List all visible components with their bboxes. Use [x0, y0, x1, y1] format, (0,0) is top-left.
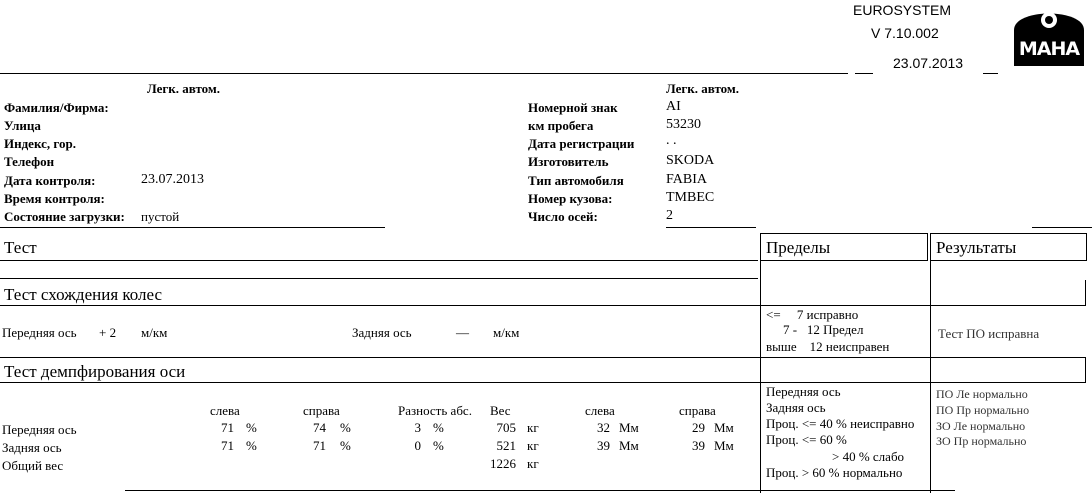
- field-label-axle-count: Число осей:: [528, 209, 598, 224]
- damping-section-title: Тест демпфирования оси: [4, 362, 186, 381]
- alignment-rear-value: —: [456, 325, 469, 340]
- damping-header-right2: справа: [679, 403, 716, 418]
- alignment-limit-1: <= 7 исправно: [766, 307, 859, 322]
- field-label-vehicle-type: Тип автомобиля: [528, 173, 624, 188]
- damping-weight-unit: кг: [527, 438, 539, 453]
- damping-right2-unit: Мм: [714, 438, 734, 453]
- damping-left2-value: 32: [597, 420, 610, 435]
- system-version: V 7.10.002: [871, 25, 939, 41]
- alignment-rear-label: Задняя ось: [352, 325, 412, 340]
- system-name: EUROSYSTEM: [853, 2, 952, 18]
- alignment-result: Тест ПО исправна: [938, 326, 1040, 341]
- damping-diff-unit: %: [433, 420, 444, 435]
- field-label-zip-city: Индекс, гор.: [4, 136, 76, 151]
- header-limits: Пределы: [766, 238, 831, 257]
- damping-limit-normal: Проц. > 60 % нормально: [766, 465, 903, 480]
- damping-header-left2: слева: [585, 403, 615, 418]
- total-weight-value: 1226: [490, 456, 516, 471]
- vehicle-class-right: Легк. автом.: [666, 81, 740, 96]
- damping-right2-value: 29: [692, 420, 705, 435]
- damping-result-front-right: ПО Пр нормально: [936, 403, 1030, 417]
- damping-limit-mid: Проц. <= 60 %: [766, 432, 847, 447]
- damping-header-weight: Вес: [490, 403, 511, 418]
- total-weight-label: Общий вес: [2, 458, 64, 473]
- damping-right2-unit: Мм: [714, 420, 734, 435]
- alignment-rear-unit: м/км: [493, 325, 520, 340]
- damping-right-unit: %: [340, 420, 351, 435]
- field-value-inspection-date: 23.07.2013: [141, 172, 204, 187]
- damping-right-value: 71: [313, 438, 326, 453]
- damping-weight-value: 521: [496, 438, 516, 453]
- field-label-mileage: км пробега: [528, 118, 594, 133]
- damping-limit-fail: Проц. <= 40 % неисправно: [766, 416, 915, 431]
- print-date: 23.07.2013: [893, 55, 964, 71]
- field-value-load-state: пустой: [141, 209, 180, 224]
- damping-left2-unit: Мм: [619, 420, 639, 435]
- damping-header-right: справа: [303, 403, 340, 418]
- damping-right2-value: 39: [692, 438, 705, 453]
- field-value-vehicle-type: FABIA: [666, 172, 707, 187]
- total-weight-unit: кг: [527, 456, 539, 471]
- damping-result-rear-left: ЗО Ле нормально: [936, 419, 1026, 433]
- damping-limit-rear-axle: Задняя ось: [766, 400, 826, 415]
- damping-result-front-left: ПО Ле нормально: [936, 387, 1028, 401]
- field-value-body-number: TMBEC: [666, 190, 715, 205]
- alignment-section-title: Тест схождения колес: [4, 285, 163, 304]
- field-label-plate: Номерной знак: [528, 100, 618, 115]
- field-value-plate: AI: [666, 99, 681, 114]
- field-label-street: Улица: [4, 118, 41, 133]
- alignment-front-value: + 2: [99, 325, 117, 340]
- damping-left2-unit: Мм: [619, 438, 639, 453]
- field-value-registration-date: . .: [666, 133, 677, 148]
- field-label-owner: Фамилия/Фирма:: [4, 100, 109, 115]
- damping-header-left: слева: [210, 403, 240, 418]
- damping-header-diff: Разность абс.: [398, 403, 472, 418]
- field-label-registration-date: Дата регистрации: [528, 136, 635, 151]
- field-label-inspection-time: Время контроля:: [4, 191, 105, 206]
- field-value-axle-count: 2: [666, 208, 673, 223]
- damping-result-rear-right: ЗО Пр нормально: [936, 434, 1027, 448]
- field-label-load-state: Состояние загрузки:: [4, 209, 125, 224]
- damping-left2-value: 39: [597, 438, 610, 453]
- alignment-front-label: Передняя ось: [2, 325, 77, 340]
- alignment-front-unit: м/км: [141, 325, 168, 340]
- damping-weight-value: 705: [496, 420, 516, 435]
- maha-logo: [1008, 0, 1090, 68]
- vehicle-class-left: Легк. автом.: [147, 81, 221, 96]
- damping-row-label: Передняя ось: [2, 422, 77, 437]
- field-value-mileage: 53230: [666, 117, 701, 132]
- field-label-manufacturer: Изготовитель: [528, 154, 609, 169]
- damping-diff-unit: %: [433, 438, 444, 453]
- damping-right-value: 74: [313, 420, 326, 435]
- logo-text: MAHA: [1018, 38, 1080, 60]
- damping-left-unit: %: [246, 438, 257, 453]
- damping-left-value: 71: [221, 420, 234, 435]
- alignment-limit-2: 7 - 12 Предел: [783, 322, 864, 337]
- damping-diff-value: 3: [414, 420, 421, 435]
- field-label-phone: Телефон: [4, 154, 55, 169]
- damping-row-label: Задняя ось: [2, 440, 62, 455]
- field-label-inspection-date: Дата контроля:: [4, 173, 96, 188]
- header-test: Тест: [4, 238, 37, 257]
- damping-limit-front-axle: Передняя ось: [766, 384, 841, 399]
- damping-diff-value: 0: [414, 438, 421, 453]
- damping-weight-unit: кг: [527, 420, 539, 435]
- header-results: Результаты: [936, 238, 1017, 257]
- field-label-body-number: Номер кузова:: [528, 191, 613, 206]
- damping-left-value: 71: [221, 438, 234, 453]
- damping-left-unit: %: [246, 420, 257, 435]
- damping-right-unit: %: [340, 438, 351, 453]
- field-value-manufacturer: SKODA: [666, 153, 715, 168]
- damping-limit-weak: > 40 % слабо: [832, 449, 905, 464]
- alignment-limit-3: выше 12 неисправен: [766, 339, 890, 354]
